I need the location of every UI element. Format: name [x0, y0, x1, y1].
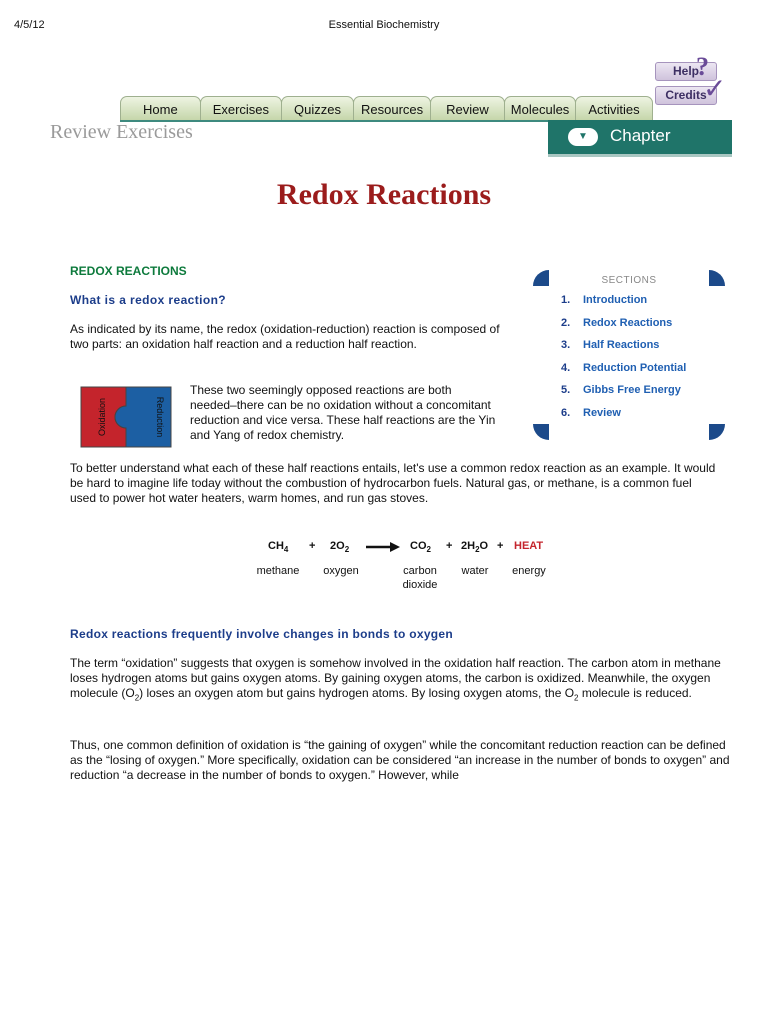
credits-button[interactable]: Credits — [655, 86, 717, 105]
sections-title: SECTIONS — [601, 275, 657, 286]
section-link-half-reactions[interactable]: 3. Half Reactions — [561, 339, 660, 351]
section-link-gibbs-free-energy[interactable]: 5. Gibbs Free Energy — [561, 384, 681, 396]
question-heading-1: What is a redox reaction? — [70, 293, 227, 307]
section-link-reduction-potential[interactable]: 4. Reduction Potential — [561, 361, 687, 374]
eq-water: $2H_2O$ — [461, 540, 489, 555]
eq-label-dioxide: dioxide — [402, 579, 438, 591]
section-link-introduction[interactable]: 1. Introduction — [561, 294, 648, 306]
review-exercises-title: Review Exercises — [50, 121, 193, 143]
eq-label-oxygen: oxygen — [323, 565, 359, 577]
eq-label-carbon: carbon — [403, 565, 437, 577]
paragraph-4: The term “oxidation” suggests that oxygen is somehow involved in the oxidation half reaction. The carbon atom in methane loses hydrogen atoms but gains oxygen atoms. By gaining oxygen atoms, the carbon is oxidized. Meanwhile, the oxygen molecule $(O_2)$ loses an oxygen atom but gains hydrogen atoms. By losing oxygen atoms, the $O_2$ molecule is reduced. — [70, 656, 721, 703]
eq-plus: + — [446, 540, 453, 552]
corner-decoration — [709, 424, 725, 440]
page-title: Redox Reactions — [276, 178, 492, 211]
tab-resources[interactable]: Resources — [353, 96, 431, 120]
print-date: 4/5/12 — [14, 19, 45, 31]
section-link-redox-reactions[interactable]: 2. Redox Reactions — [561, 316, 673, 329]
question-heading-2: Redox reactions frequently involve changes in bonds to oxygen — [70, 627, 454, 641]
chapter-button[interactable] — [548, 120, 732, 157]
section-heading: REDOX REACTIONS — [70, 264, 187, 278]
eq-label-methane: methane — [256, 565, 300, 577]
chapter-label: Chapter — [610, 126, 671, 145]
reduction-label: Reduction — [155, 396, 165, 438]
eq-carbon-dioxide: $CO_2$ — [410, 540, 431, 555]
print-title: Essential Biochemistry — [328, 19, 440, 31]
main-nav — [120, 96, 652, 120]
eq-label-water: water — [461, 565, 489, 577]
tab-activities[interactable]: Activities — [575, 96, 652, 120]
eq-methane: $CH_4$ — [268, 540, 289, 555]
section-link-review[interactable]: 6. Review — [561, 406, 621, 419]
question-mark-icon: ? — [696, 52, 709, 81]
tab-exercises[interactable]: Exercises — [200, 96, 282, 120]
eq-label-energy: energy — [512, 565, 546, 577]
paragraph-2: These two seemingly opposed reactions are both needed–there can be no oxidation without a concomitant reduction and vice versa. These half reactions are the Yin and Yang of redox chemistry. — [190, 383, 496, 442]
oxidation-label: Oxidation — [97, 397, 107, 437]
eq-plus: + — [497, 540, 504, 552]
paragraph-5: Thus, one common definition of oxidation is “the gaining of oxygen” while the concomitant reduction reaction can be defined as the “losing of oxygen.” More specifically, oxidation can be considered “an increase in the number of bonds to oxygen” and reduction “a decrease in the number of bonds to oxygen.” However, while — [70, 738, 730, 782]
tab-review[interactable]: Review — [430, 96, 505, 120]
eq-heat: HEAT — [514, 540, 544, 552]
tab-molecules[interactable]: Molecules — [504, 96, 577, 120]
checkmark-icon: ✓ — [703, 73, 727, 104]
redox-puzzle-figure — [80, 386, 172, 448]
eq-oxygen: $2O_2$ — [330, 540, 350, 555]
sections-list — [561, 294, 686, 429]
tab-quizzes[interactable]: Quizzes — [281, 96, 354, 120]
help-button[interactable]: Help — [655, 62, 717, 81]
sections-panel — [533, 270, 725, 440]
paragraph-1: As indicated by its name, the redox (oxidation-reduction) reaction is composed of two parts: an oxidation half reaction and a reduction half reaction. — [70, 322, 500, 351]
chevron-down-icon: ▼ — [568, 128, 598, 146]
eq-plus: + — [309, 540, 316, 552]
tab-home[interactable]: Home — [120, 96, 201, 120]
corner-decoration — [533, 424, 549, 440]
reaction-arrow-icon — [366, 541, 400, 553]
paragraph-3: To better understand what each of these half reactions entails, let's use a common redox reaction as an example. It would be hard to imagine life today without the combustion of hydrocarbon fuels. Natural gas, or methane, is a common fuel used to power hot water heaters, warm homes, and run gas stoves. — [70, 461, 716, 505]
